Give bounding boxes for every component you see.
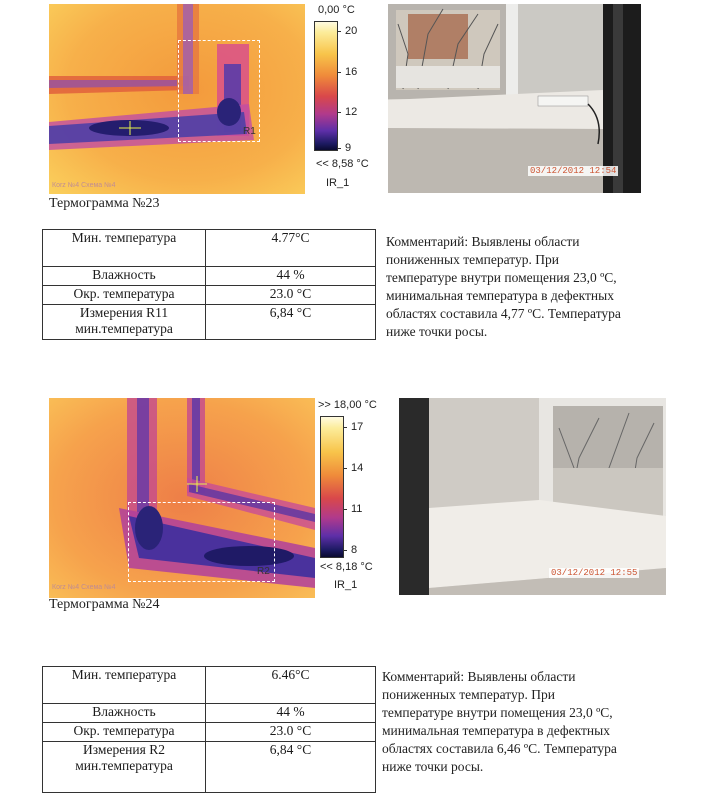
- table-cell-value: 44 %: [206, 267, 376, 286]
- scale-min-label: << 8,18 °C: [320, 561, 373, 573]
- table-cell-label: [43, 742, 206, 793]
- thermogram-24-image: [49, 398, 315, 598]
- scale-tick-label: 14: [351, 462, 364, 474]
- thermogram-23-image: [49, 4, 305, 194]
- table-cell-label-line2: мин.температура: [75, 321, 173, 336]
- table-row: [43, 742, 376, 793]
- table-cell-value: 23.0 °C: [206, 723, 376, 742]
- scale-tick-label: 12: [345, 106, 358, 118]
- thermogram-caption: Термограмма №23: [49, 196, 160, 211]
- comment-line: минимальная температура в дефектных: [382, 723, 610, 738]
- table-row: [43, 286, 376, 305]
- scale-tick-label: 8: [351, 544, 358, 556]
- scale-tick-label: 16: [345, 66, 358, 78]
- scale-max-label: >> 18,00 °C: [318, 399, 377, 411]
- table-row: [43, 704, 376, 723]
- table-cell-label: Мин. температура: [43, 667, 206, 704]
- color-scale-bar: [320, 416, 344, 558]
- comment-line: Комментарий: Выявлены области: [386, 234, 580, 249]
- table-row: [43, 267, 376, 286]
- comment-line: областях составила 6,46 ºC. Температура: [382, 741, 617, 756]
- scale-max-label: 0,00 °C: [318, 4, 355, 16]
- color-scale-bar: [314, 21, 338, 151]
- thermogram-caption: Термограмма №24: [49, 597, 160, 612]
- table-cell-value: 44 %: [206, 704, 376, 723]
- table-cell-label: Окр. температура: [43, 723, 206, 742]
- comment-line: минимальная температура в дефектных: [386, 288, 614, 303]
- comment-line: пониженных температур. При: [382, 687, 555, 702]
- photo-timestamp: 03/12/2012 12:54: [530, 166, 617, 176]
- comment-line: пониженных температур. При: [386, 252, 559, 267]
- table-row: [43, 230, 376, 267]
- scale-tick-label: 9: [345, 142, 352, 154]
- scale-tick-label: 11: [351, 503, 363, 515]
- thermogram-23-heatmap: [49, 4, 305, 194]
- scale-tick-label: 20: [345, 25, 358, 37]
- window-photo-23: [388, 4, 641, 193]
- table-cell-label: Влажность: [43, 267, 206, 286]
- measurement-table: [42, 229, 376, 340]
- scale-source-label: IR_1: [334, 579, 358, 591]
- comment-line: ниже точки росы.: [382, 759, 484, 774]
- comment-line: областях составила 4,77 ºC. Температура: [386, 306, 621, 321]
- table-cell-value: 23.0 °C: [206, 286, 376, 305]
- table-cell-label: Окр. температура: [43, 286, 206, 305]
- table-cell-value: 6.46°C: [206, 667, 376, 704]
- measurement-table: [42, 666, 376, 793]
- photo-timestamp: 03/12/2012 12:55: [551, 568, 638, 578]
- table-cell-label: [43, 305, 206, 340]
- comment-line: температуре внутри помещения 23,0 ºC,: [386, 270, 617, 285]
- comment-line: ниже точки росы.: [386, 324, 488, 339]
- window-photo-24: [399, 398, 666, 595]
- table-cell-label-line1: Измерения R2: [83, 742, 165, 757]
- table-cell-value: 4.77°C: [206, 230, 376, 267]
- table-row: [43, 667, 376, 704]
- scale-min-label: << 8,58 °C: [316, 158, 369, 170]
- window-photo-24-drawing: [399, 398, 666, 595]
- measurement-area-label: R2: [257, 566, 270, 577]
- table-row: [43, 723, 376, 742]
- comment-text: [382, 668, 697, 776]
- table-cell-value: 6,84 °C: [206, 305, 376, 340]
- measurement-area-label: R1: [243, 126, 256, 137]
- table-row: [43, 305, 376, 340]
- window-photo-23-drawing: [388, 4, 641, 193]
- table-cell-label: Мин. температура: [43, 230, 206, 267]
- scale-source-label: IR_1: [326, 177, 350, 189]
- thermogram-corner-label: Коrz №4 Схема №4: [52, 182, 116, 189]
- table-cell-label: Влажность: [43, 704, 206, 723]
- comment-line: Комментарий: Выявлены области: [382, 669, 576, 684]
- table-cell-label-line2: мин.температура: [75, 758, 173, 773]
- measurement-area-box: [128, 502, 275, 582]
- scale-tick-label: 17: [351, 421, 364, 433]
- table-cell-label-line1: Измерения R11: [79, 305, 169, 320]
- thermogram-corner-label: Коrz №4 Схема №4: [52, 584, 116, 591]
- comment-line: температуре внутри помещения 23,0 ºC,: [382, 705, 613, 720]
- table-cell-value: 6,84 °C: [206, 742, 376, 793]
- comment-text: [386, 233, 696, 341]
